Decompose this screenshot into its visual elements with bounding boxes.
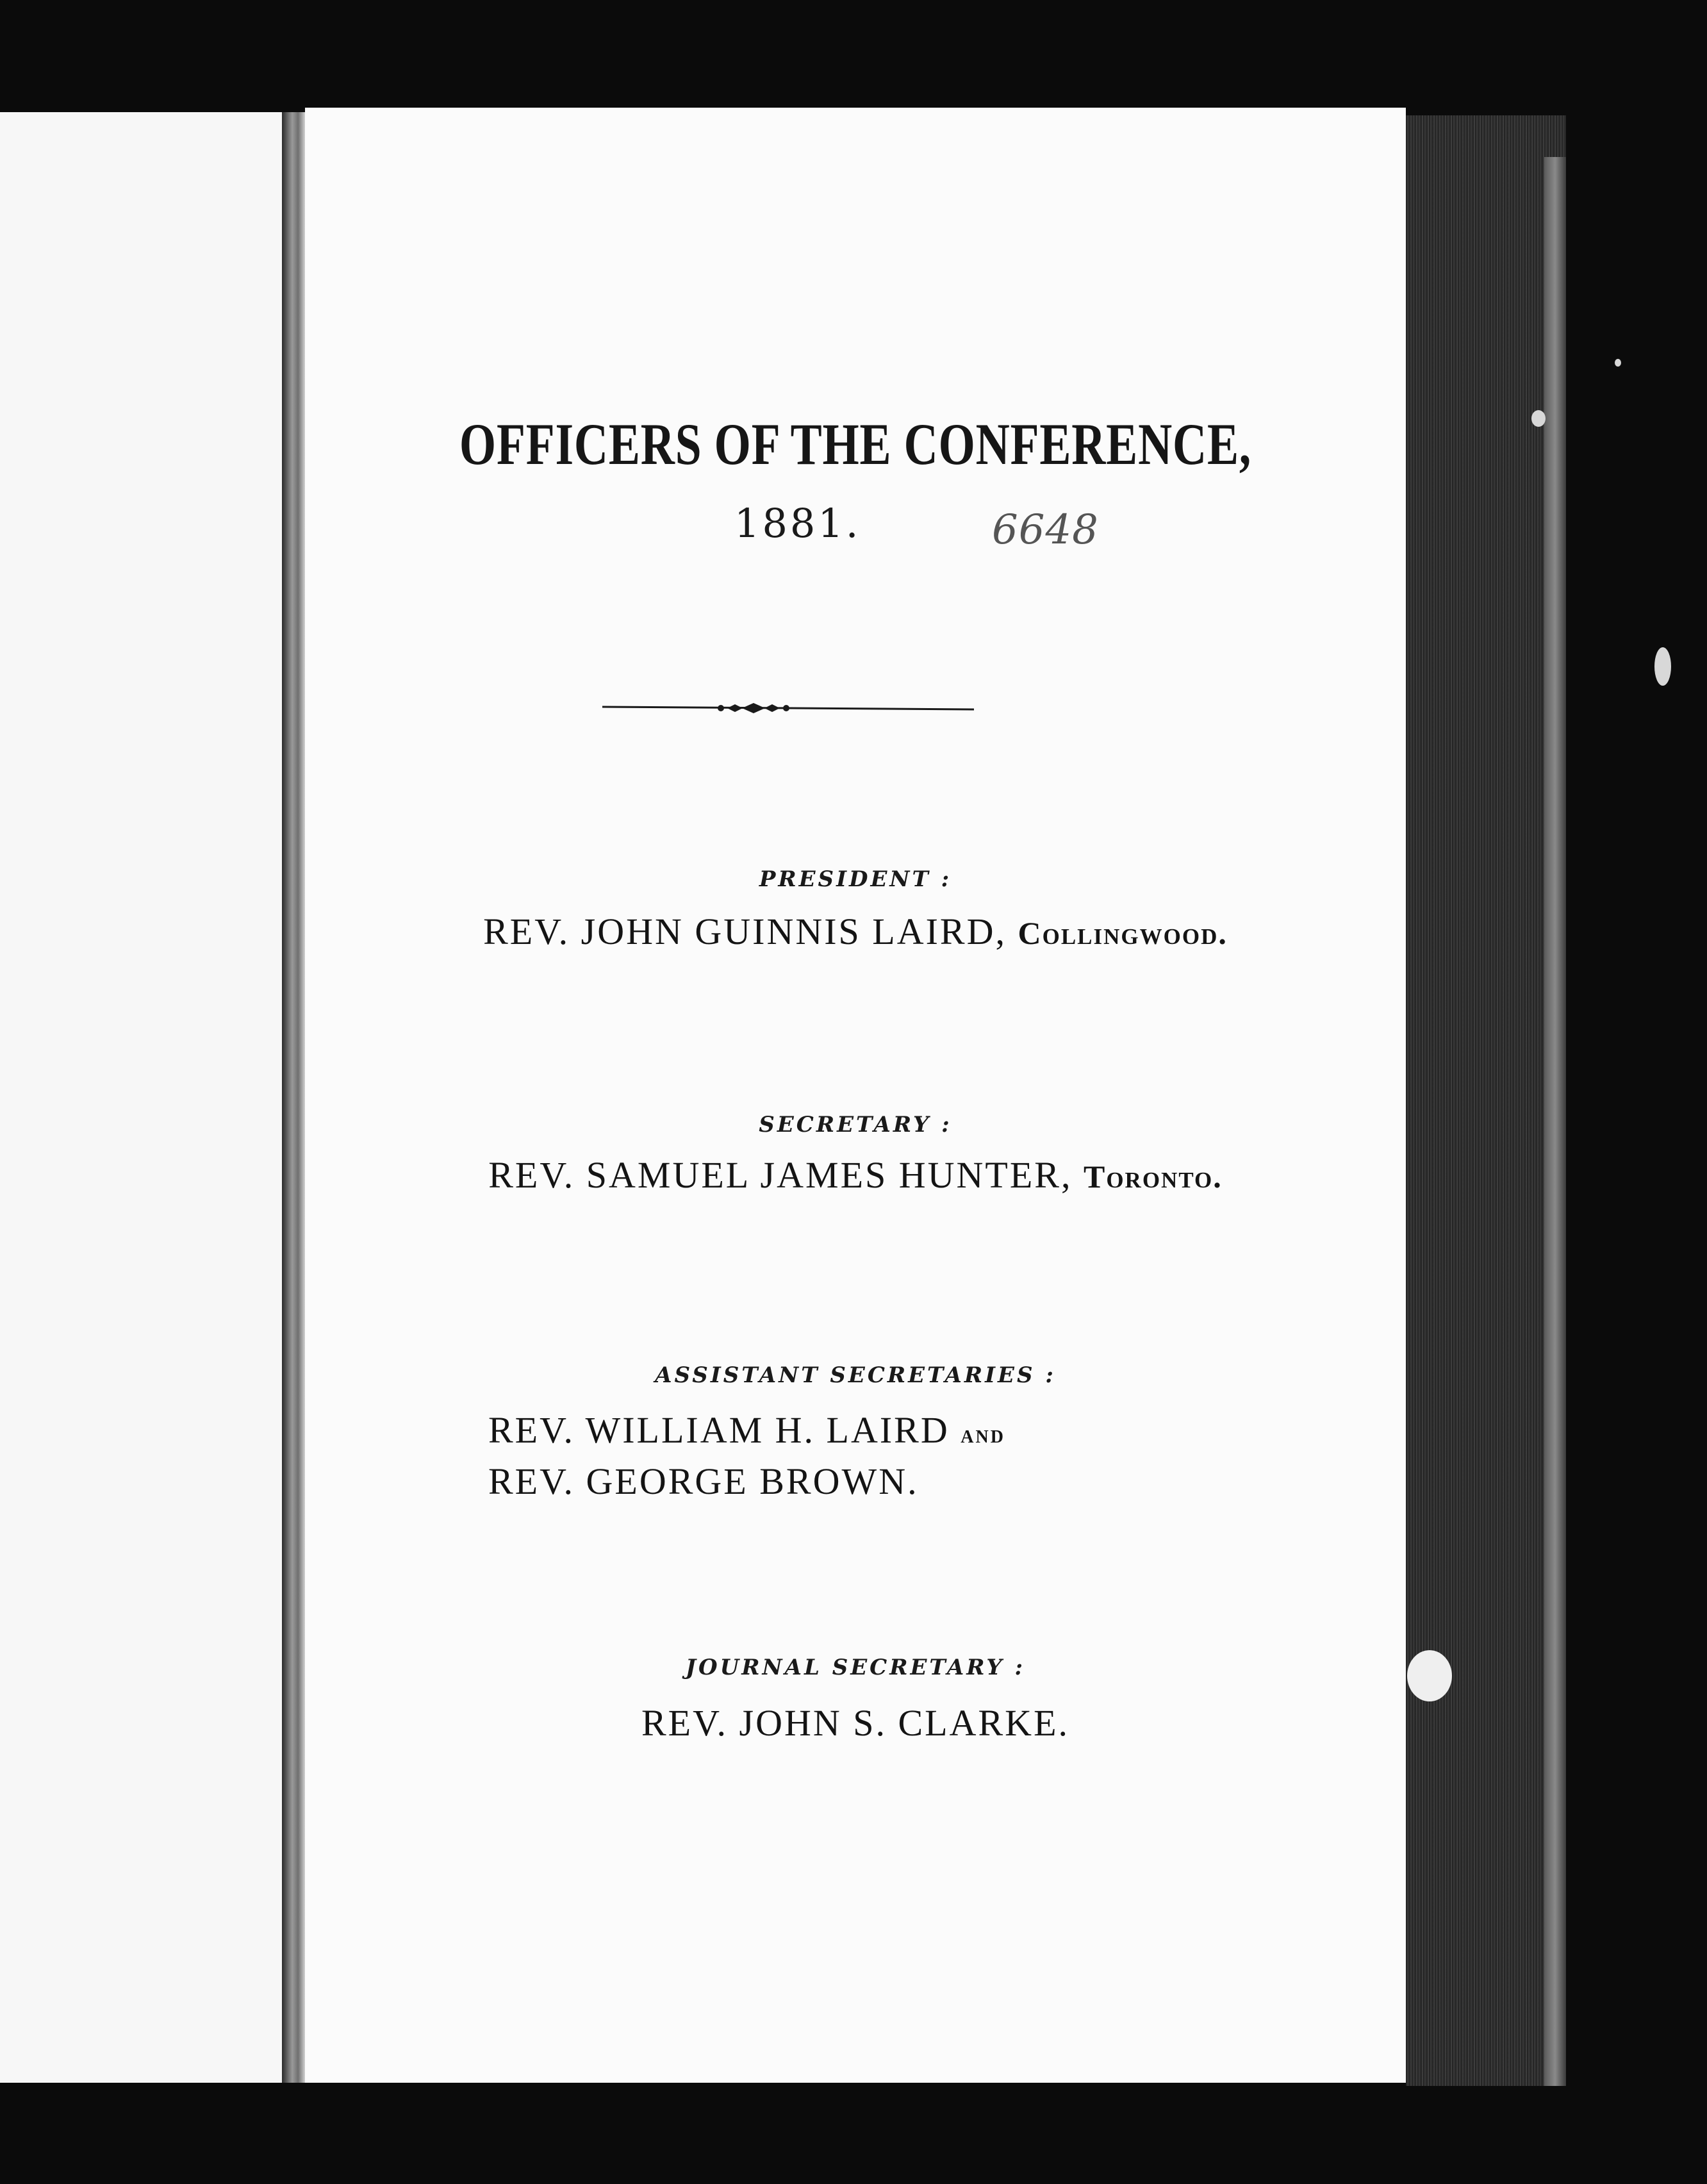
page-year: 1881.	[734, 500, 861, 547]
president-entry	[305, 910, 1406, 953]
president-label: PRESIDENT :	[759, 866, 952, 892]
book-board-edge	[1544, 157, 1566, 2086]
journal-secretary-name: REV. JOHN S. CLARKE.	[641, 1702, 1069, 1744]
dust-speck	[1615, 359, 1621, 367]
secretary-entry	[305, 1154, 1406, 1196]
president-name: REV. JOHN GUINNIS LAIRD,	[483, 911, 1007, 952]
dust-speck	[1531, 410, 1546, 427]
book-gutter	[282, 112, 305, 2083]
assistant-secretaries-label: ASSISTANT SECRETARIES :	[655, 1362, 1056, 1388]
ornamental-divider	[602, 693, 974, 723]
dust-speck	[1407, 1650, 1452, 1701]
assistant-secretary-2: REV. GEORGE BROWN.	[488, 1460, 919, 1502]
assistant-secretary-1: REV. WILLIAM H. LAIRD	[488, 1409, 950, 1451]
handwritten-annotation: 6648	[992, 506, 1099, 554]
left-page	[0, 112, 282, 2083]
secretary-name: REV. SAMUEL JAMES HUNTER,	[488, 1154, 1073, 1196]
journal-secretary-label: JOURNAL SECRETARY :	[685, 1655, 1026, 1680]
secretary-place: Toronto.	[1083, 1159, 1223, 1195]
president-place: Collingwood.	[1018, 915, 1228, 951]
page-title: OFFICERS OF THE CONFERENCE,	[459, 411, 1252, 477]
dust-speck	[1654, 647, 1671, 686]
assistant-secretary-line-1	[488, 1407, 1193, 1458]
document-page	[305, 108, 1406, 2083]
conjunction: and	[961, 1419, 1005, 1448]
secretary-label: SECRETARY :	[759, 1112, 952, 1138]
assistant-secretaries-names	[488, 1407, 1193, 1505]
